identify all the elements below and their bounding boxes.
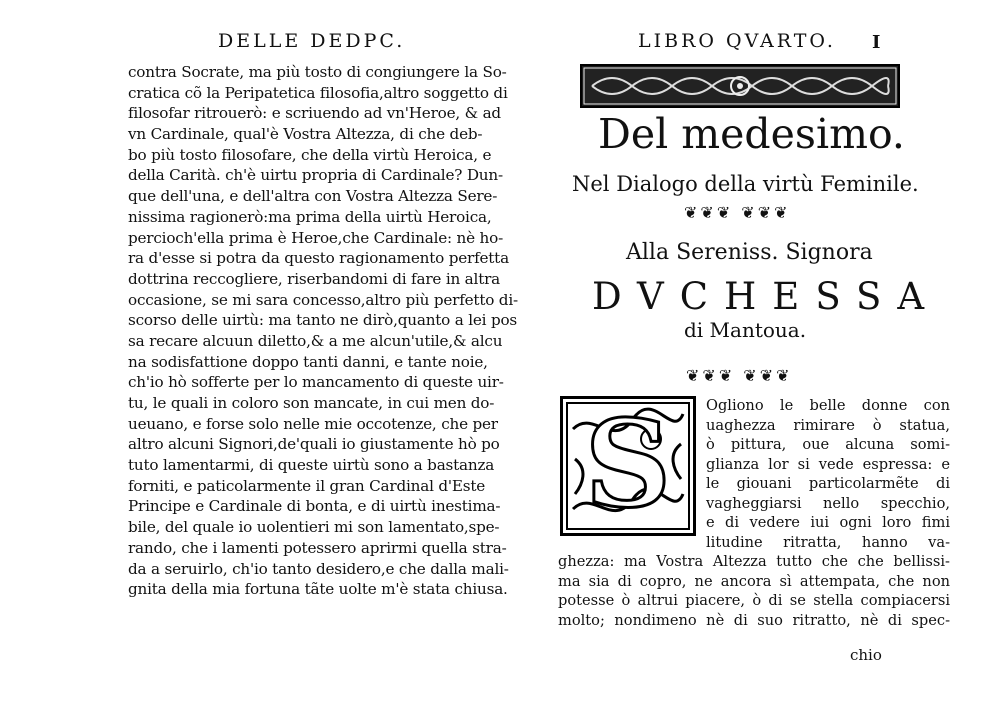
text-line: glianza lor si vede espressa: e: [706, 455, 950, 473]
text-line: que dell'una, e dell'altra con Vostra Altezza Sere-: [128, 187, 498, 206]
dedicatee-name: DVCHESSA: [592, 275, 941, 318]
text-line: dottrina reccogliere, riserbandomi di fare in altra: [128, 269, 501, 288]
text-line: altro alcuni Signori,de'quali io giustamente hò po: [128, 435, 500, 454]
fleuron-ornament-lower: ❦❦❦ ❦❦❦: [686, 366, 793, 385]
left-running-head: DELLE DEDPC.: [218, 30, 406, 52]
text-line: vn Cardinale, qual'è Vostra Altezza, di che deb-: [128, 125, 483, 144]
text-line: potesse ò altrui piacere, ò di se stella compiacersi: [558, 592, 950, 609]
left-text-block: [128, 62, 518, 600]
text-line: cratica cõ la Peripatetica filosofia,altro soggetto di: [128, 83, 508, 102]
text-line: percioch'ella prima è Heroe,che Cardinale: nè ho-: [128, 228, 504, 247]
text-line: rando, che i lamenti potessero aprirmi quella stra-: [128, 538, 507, 557]
text-line: ueuano, e forse solo nelle mie occotenze, che per: [128, 414, 498, 433]
right-page: [500, 0, 1000, 714]
text-line: ch'io hò sofferte per lo mancamento di queste uir-: [128, 373, 504, 392]
text-line: gnita della mia fortuna tãte uolte m'è stata chiusa.: [128, 580, 508, 599]
text-line: bo più tosto filosofare, che della virtù Heroica, e: [128, 145, 492, 164]
fleuron-ornament: ❦❦❦ ❦❦❦: [684, 203, 791, 222]
text-line: bile, del quale io uolentieri mi son lamentato,spe-: [128, 518, 500, 537]
right-running-head: LIBRO QVARTO.: [638, 30, 836, 52]
chapter-title: Del medesimo.: [598, 110, 905, 158]
text-line: tuto lamentarmi, di queste uirtù sono a bastanza: [128, 456, 495, 475]
text-line: le giouani particolarmẽte di: [706, 475, 950, 492]
catchword: chio: [850, 646, 882, 664]
text-line: ghezza: ma Vostra Altezza tutto che che bellissi-: [558, 553, 950, 570]
text-line: della Carità. ch'è uirtu propria di Cardinale? Dun-: [128, 166, 503, 185]
text-line: nissima ragionerò:ma prima della uirtù Heroica,: [128, 207, 492, 226]
text-line: sa recare alcuun diletto,& a me alcun'utile,& alcu: [128, 331, 503, 350]
text-line: uaghezza rimirare ò statua,: [706, 416, 950, 434]
text-line: da a seruirlo, ch'io tanto desidero,e che dalla mali-: [128, 559, 509, 578]
text-line: filosofar ritrouerò: e scriuendo ad vn'Heroe, & ad: [128, 104, 501, 123]
dedicatee-place: di Mantoua.: [684, 318, 807, 342]
text-line: litudine ritratta, hanno va-: [706, 533, 950, 551]
text-line: contra Socrate, ma più tosto di congiungere la So-: [128, 63, 507, 81]
right-text-block-wide: [558, 552, 950, 630]
dedication-line: Alla Sereniss. Signora: [626, 240, 873, 265]
page-number: I: [872, 32, 881, 53]
headpiece-ornament: [582, 66, 898, 106]
text-line: molto; nondimeno nè di suo ritratto, nè di spec-: [558, 611, 950, 629]
text-line: e di vedere iui ogni loro fimi: [706, 514, 950, 531]
text-line: Principe e Cardinale di bonta, e di uirtù inestima-: [128, 497, 501, 516]
text-line: tu, le quali in coloro son mancate, in cui men do-: [128, 394, 495, 412]
decorative-headpiece: [580, 64, 900, 108]
text-line: ò pittura, oue alcuna somi-: [706, 436, 950, 453]
drop-cap-initial: [560, 396, 696, 536]
text-line: scorso delle uirtù: ma tanto ne dirò,quanto a lei pos: [128, 311, 518, 330]
text-line: Ogliono le belle donne con: [706, 397, 950, 414]
text-line: ra d'esse si potra da questo ragionamento perfetta: [128, 249, 509, 268]
text-line: forniti, e paticolarmente il gran Cardinal d'Este: [128, 476, 486, 495]
text-line: occasione, se mi sara concesso,altro più perfetto di-: [128, 290, 518, 309]
right-text-block-narrow: [706, 396, 950, 552]
text-line: vagheggiarsi nello specchio,: [706, 494, 950, 512]
chapter-subtitle: Nel Dialogo della virtù Feminile.: [572, 172, 919, 196]
text-line: ma sia di copro, ne ancora sì attempata, che non: [558, 572, 950, 590]
text-line: na sodisfattione doppo tanti danni, e tante noie,: [128, 352, 488, 371]
drop-cap-letter: S: [584, 394, 672, 535]
